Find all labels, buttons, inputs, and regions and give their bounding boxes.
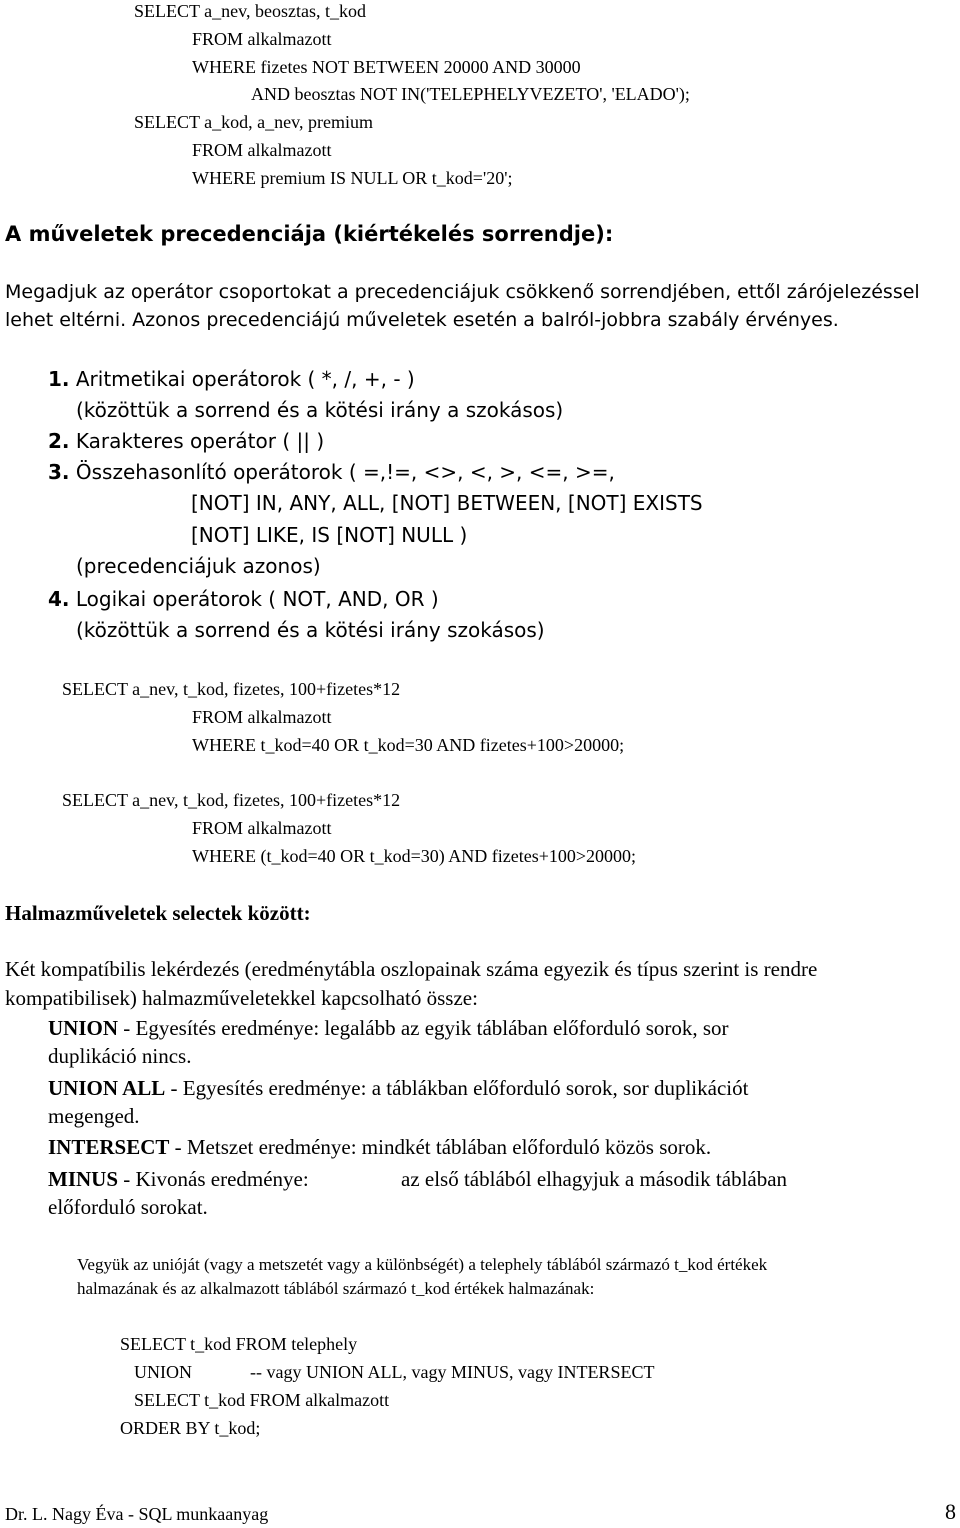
code-line: AND beosztas NOT IN('TELEPHELYVEZETO', 'ELADO'); [251,84,690,104]
code-line: WHERE (t_kod=40 OR t_kod=30) AND fizetes+100>20000; [192,846,637,866]
paragraph-line: kompatibilisek) halmazműveletekkel kapcsolható össze: [5,986,478,1010]
list-item-cont: [NOT] IN, ANY, ALL, [NOT] BETWEEN, [NOT] EXISTS [191,491,703,515]
code-line: WHERE premium IS NULL OR t_kod='20'; [192,168,513,188]
list-item-cont: [NOT] LIKE, IS [NOT] NULL ) [191,523,468,547]
list-item-note: (precedenciájuk azonos) [76,554,321,578]
setop-minus-desc: az első táblából elhagyjuk a második táblában [401,1167,788,1191]
code-line: WHERE fizetes NOT BETWEEN 20000 AND 30000 [192,57,581,77]
code-line: FROM alkalmazott [192,707,332,727]
list-item: 2. Karakteres operátor ( || ) [48,429,325,453]
paragraph-line: lehet eltérni. Azonos precedenciájú műveletek esetén a balról-jobbra szabály érvényes. [5,309,839,331]
code-comment: -- vagy UNION ALL, vagy MINUS, vagy INTERSECT [250,1362,655,1382]
setop-union-all: UNION ALL - Egyesítés eredménye: a táblákban előforduló sorok, sor duplikációt [48,1076,749,1100]
example-line: halmazának és az alkalmazott táblából származó t_kod értékek halmazának: [77,1279,595,1298]
code-line: FROM alkalmazott [192,140,332,160]
section-heading-precedence: A műveletek precedenciája (kiértékelés sorrendje): [5,222,614,246]
setop-intersect: INTERSECT - Metszet eredménye: mindkét táblában előforduló közös sorok. [48,1135,712,1159]
setop-minus-cont: előforduló sorokat. [48,1195,208,1219]
list-item-note: (közöttük a sorrend és a kötési irány a szokásos) [76,398,564,422]
code-line: FROM alkalmazott [192,29,332,49]
section-heading-setops: Halmazműveletek selectek között: [5,901,311,925]
code-line: SELECT a_nev, beosztas, t_kod [134,1,366,21]
code-line: WHERE t_kod=40 OR t_kod=30 AND fizetes+100>20000; [192,735,625,755]
setop-union-all-cont: megenged. [48,1104,140,1128]
list-item-note: (közöttük a sorrend és a kötési irány szokásos) [76,618,545,642]
footer-author: Dr. L. Nagy Éva - SQL munkaanyag [5,1504,269,1524]
list-item: 3. Összehasonlító operátorok ( =,!=, <>, <, >, <=, >=, [48,460,615,484]
page-number: 8 [945,1499,956,1524]
code-line: SELECT t_kod FROM telephely [120,1334,358,1354]
code-line: SELECT a_kod, a_nev, premium [134,112,373,132]
code-line: SELECT a_nev, t_kod, fizetes, 100+fizetes*12 [62,679,401,699]
code-line: FROM alkalmazott [192,818,332,838]
paragraph-line: Két kompatíbilis lekérdezés (eredménytábla oszlopainak száma egyezik és típus szerint is rendre [5,957,818,981]
paragraph-line: Megadjuk az operátor csoportokat a precedenciájuk csökkenő sorrendjében, ettől zárójelezéssel [5,281,920,303]
list-item: 1. Aritmetikai operátorok ( *, /, +, - ) [48,367,415,391]
list-item: 4. Logikai operátorok ( NOT, AND, OR ) [48,587,439,611]
code-line: SELECT t_kod FROM alkalmazott [134,1390,390,1410]
code-line: ORDER BY t_kod; [120,1418,261,1438]
code-line: UNION [134,1362,192,1382]
setop-union-cont: duplikáció nincs. [48,1044,192,1068]
setop-minus: MINUS - Kivonás eredménye: [48,1167,309,1191]
code-line: SELECT a_nev, t_kod, fizetes, 100+fizetes*12 [62,790,401,810]
setop-union: UNION - Egyesítés eredménye: legalább az egyik táblában előforduló sorok, sor [48,1016,729,1040]
example-line: Vegyük az unióját (vagy a metszetét vagy a különbségét) a telephely táblából származó t_kod értékek [77,1255,768,1274]
